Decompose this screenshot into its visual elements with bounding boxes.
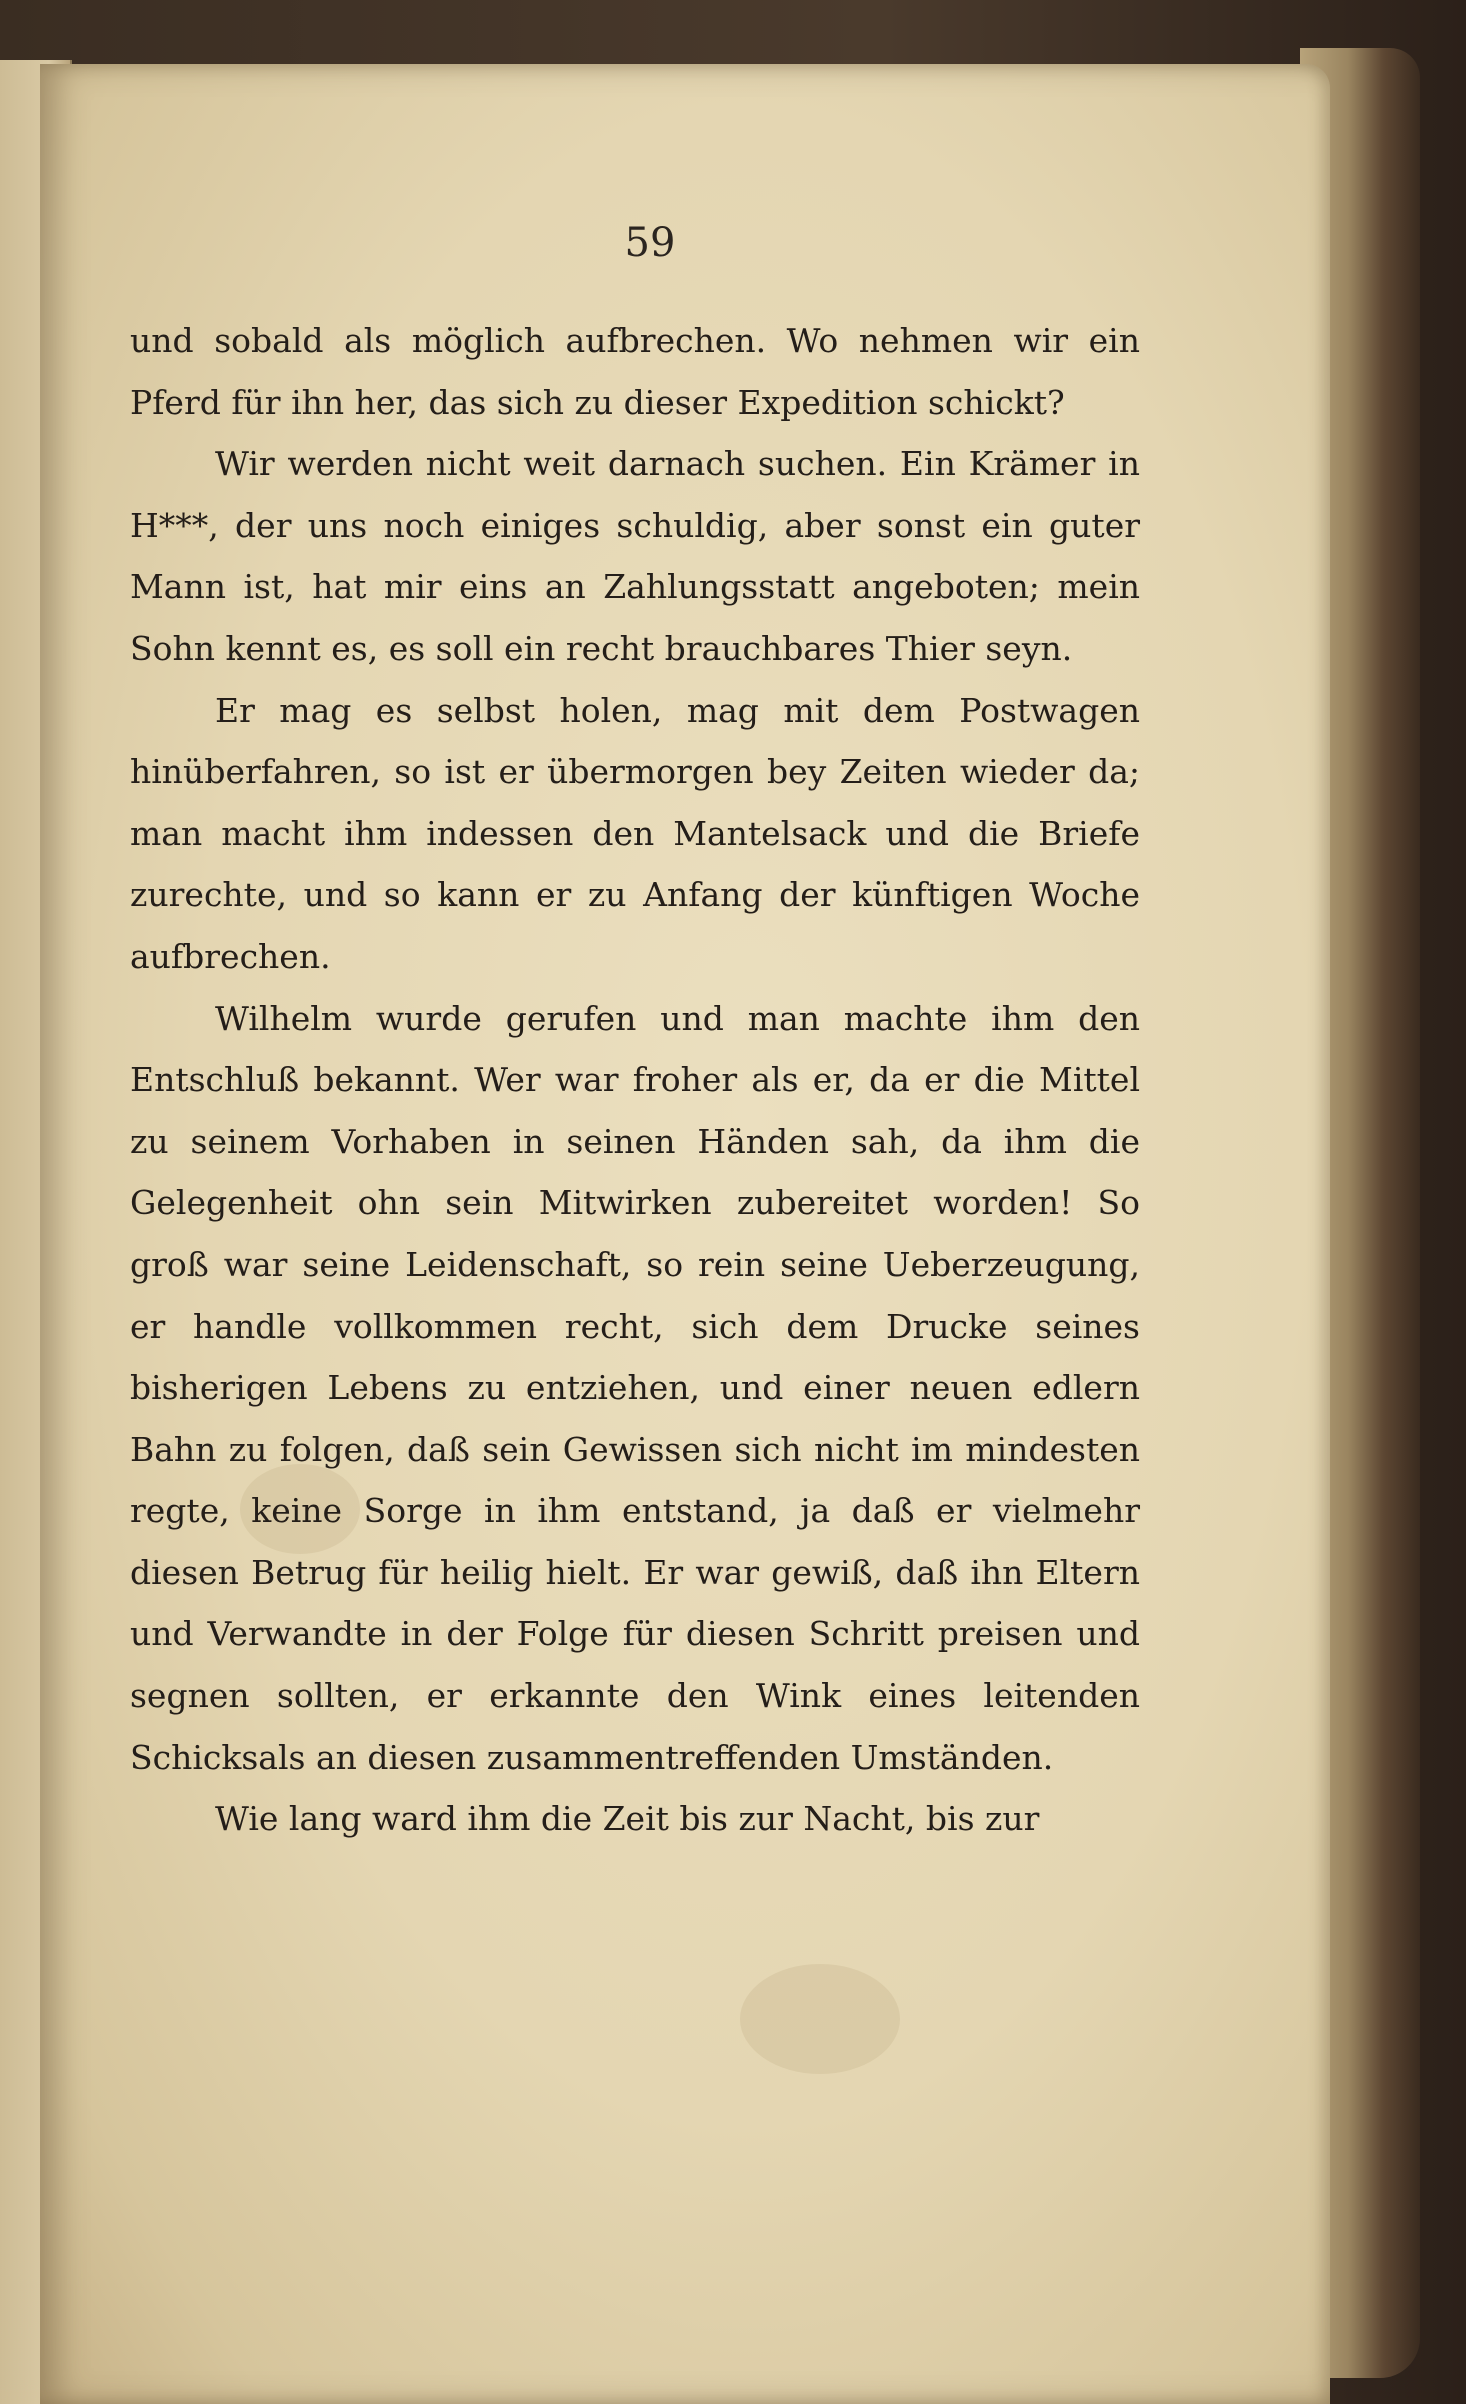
paragraph: und sobald als möglich aufbrechen. Wo nehmen wir ein Pferd für ihn her, das sich zu dieser Expedition schickt?	[130, 321, 1140, 422]
page-text	[130, 310, 1140, 1850]
page-number: 59	[624, 220, 676, 266]
paragraph: Er mag es selbst holen, mag mit dem Postwagen hinüberfahren, so ist er übermorgen bey Zeiten wieder da; man macht ihm indessen den Mantelsack und die Briefe zurechte, und so kann er zu Anfang der künftigen Woche aufbrechen.	[130, 690, 1140, 976]
paper-stain	[740, 1964, 900, 2074]
paragraph: Wilhelm wurde gerufen und man machte ihm den Entschluß bekannt. Wer war froher als er, da er die Mittel zu seinem Vorhaben in seinen Händen sah, da ihm die Gelegenheit ohn sein Mitwirken zubereitet worden! So groß war seine Leidenschaft, so rein seine Ueberzeugung, er handle vollkommen recht, sich dem Drucke seines bisherigen Lebens zu entziehen, und einer neuen edlern Bahn zu folgen, daß sein Gewissen sich nicht im mindesten regte, keine Sorge in ihm entstand, ja daß er vielmehr diesen Betrug für heilig hielt. Er war gewiß, daß ihn Eltern und Verwandte in der Folge für diesen Schritt preisen und segnen sollten, er erkannte den Wink eines leitenden Schicksals an diesen zusammentreffenden Umständen.	[130, 998, 1140, 1777]
paragraph: Wie lang ward ihm die Zeit bis zur Nacht, bis zur	[215, 1799, 1040, 1839]
paragraph: Wir werden nicht weit darnach suchen. Ein Krämer in H***, der uns noch einiges schuldig, aber sonst ein guter Mann ist, hat mir eins an Zahlungsstatt angeboten; mein Sohn kennt es, es soll ein recht brauchbares Thier seyn.	[130, 444, 1140, 668]
